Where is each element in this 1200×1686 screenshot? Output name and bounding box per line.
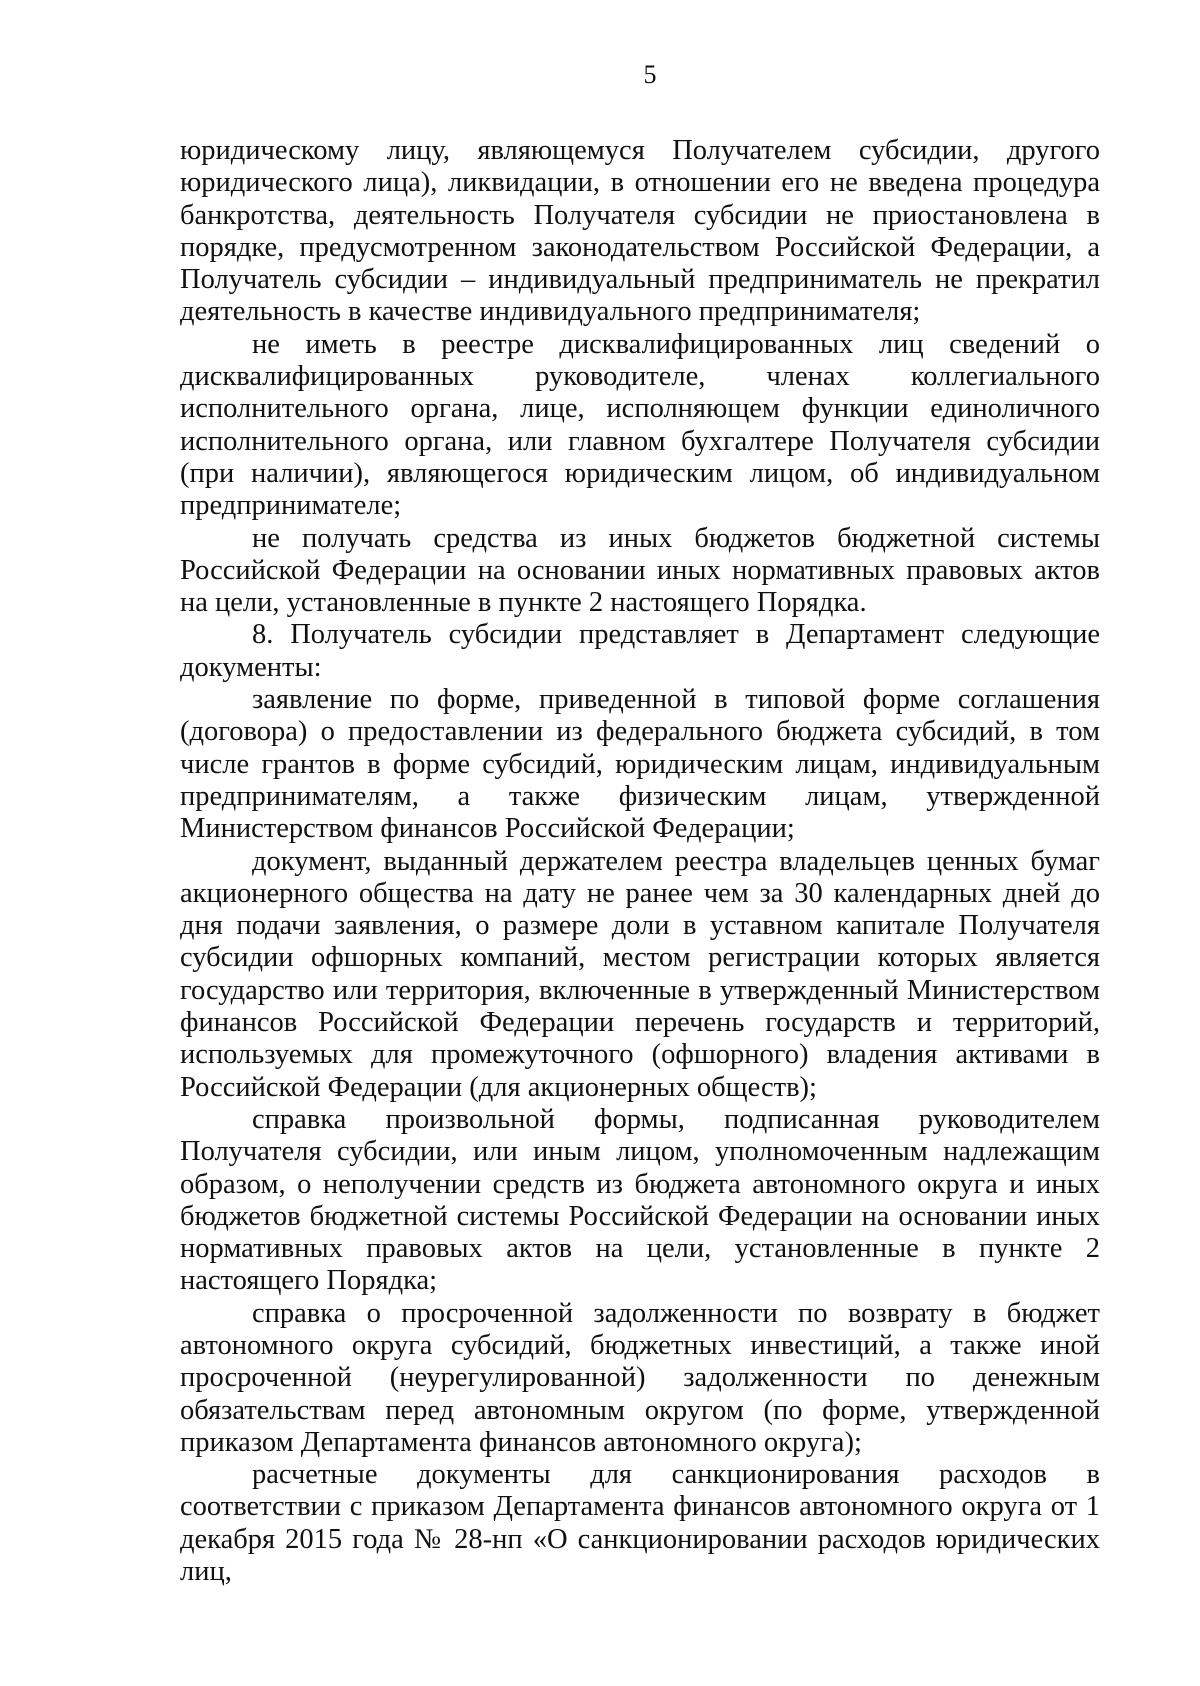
paragraph-registry-document: документ, выданный держателем реестра владельцев ценных бумаг акционерного общества на дату не ранее чем за 30 календарных дней до дня подачи заявления, о размере доли в уставном капитале Получателя субсидии офшорных компаний, местом регистрации которых является государство или территория, включенные в утвержденный Министерством финансов Российской Федерации перечень государств и территорий, используемых для промежуточного (офшорного) владения активами в Российской Федерации (для акционерных обществ); <box>180 845 1100 1103</box>
paragraph-continuation: юридическому лицу, являющемуся Получателем субсидии, другого юридического лица), ликвидации, в отношении его не введена процедура банкротства, деятельность Получателя субсидии не приостановлена в порядке, предусмотренном законодательством Российской Федерации, а Получатель субсидии – индивидуальный предприниматель не прекратил деятельность в качестве индивидуального предпринимателя; <box>180 135 1100 328</box>
paragraph-disqualified-registry: не иметь в реестре дисквалифицированных лиц сведений о дисквалифицированных руководителе, членах коллегиального исполнительного органа, лице, исполняющем функции единоличного исполнительного органа, или главном бухгалтере Получателя субсидии (при наличии), являющегося юридическим лицом, об индивидуальном предпринимателе; <box>180 328 1100 522</box>
page-number: 5 <box>643 60 657 89</box>
paragraph-free-form-certificate: справка произвольной формы, подписанная руководителем Получателя субсидии, или иным лицом, уполномоченным надлежащим образом, о неполучении средств из бюджета автономного округа и иных бюджетов бюджетной системы Российской Федерации на основании иных нормативных правовых актов на цели, установленные в пункте 2 настоящего Порядка; <box>180 1103 1100 1297</box>
document-body <box>180 135 1100 1588</box>
paragraph-other-budgets: не получать средства из иных бюджетов бюджетной системы Российской Федерации на основании иных нормативных правовых актов на цели, установленные в пункте 2 настоящего Порядка. <box>180 522 1100 619</box>
paragraph-application: заявление по форме, приведенной в типовой форме соглашения (договора) о предоставлении из федерального бюджета субсидий, в том числе грантов в форме субсидий, юридическим лицам, индивидуальным предпринимателям, а также физическим лицам, утвержденной Министерством финансов Российской Федерации; <box>180 684 1100 845</box>
paragraph-settlement-documents: расчетные документы для санкционирования расходов в соответствии с приказом Департамента финансов автономного округа от 1 декабря 2015 года № 28-нп «О санкционировании расходов юридических лиц, <box>180 1459 1100 1588</box>
paragraph-item-8: 8. Получатель субсидии представляет в Департамент следующие документы: <box>180 619 1100 683</box>
paragraph-overdue-debt-certificate: справка о просроченной задолженности по возврату в бюджет автономного округа субсидий, бюджетных инвестиций, а также иной просроченной (неурегулированной) задолженности по денежным обязательствам перед автономным округом (по форме, утвержденной приказом Департамента финансов автономного округа); <box>180 1297 1100 1458</box>
